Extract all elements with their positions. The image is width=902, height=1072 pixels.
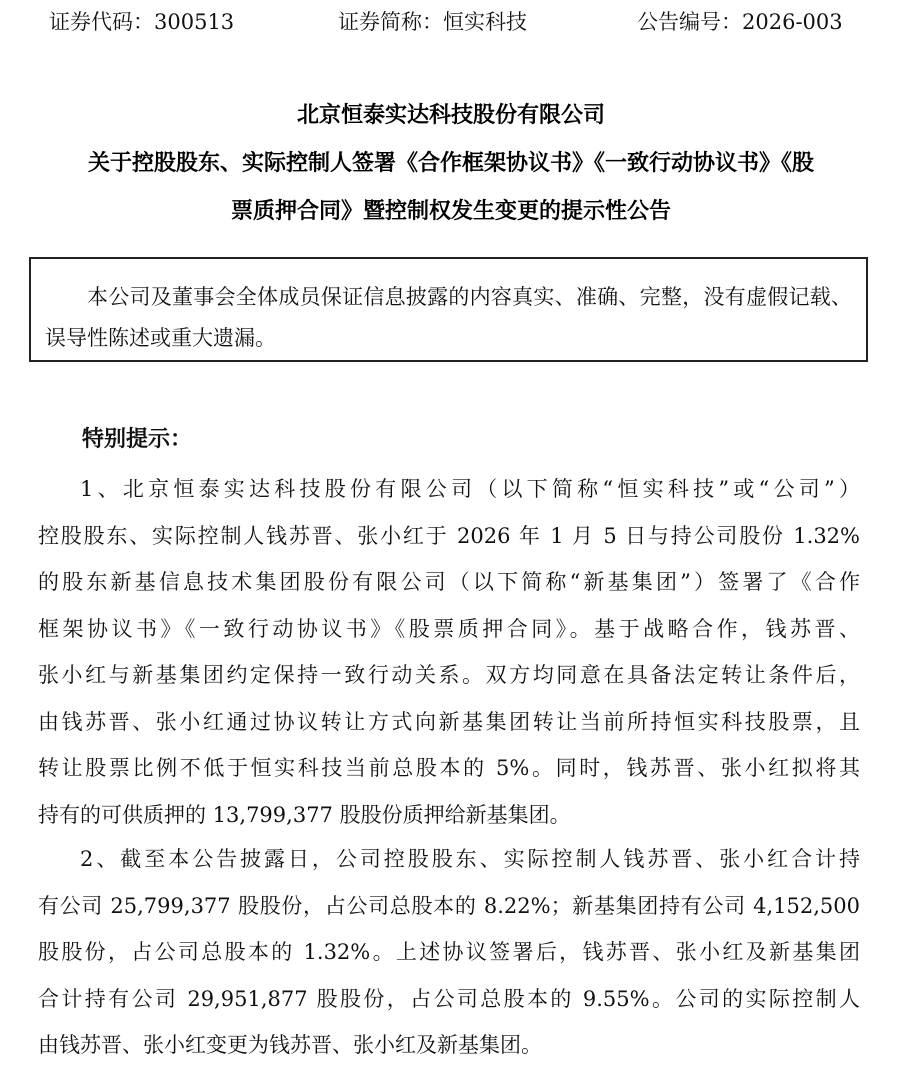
stock-abbreviation: 证券简称：恒实科技	[338, 10, 527, 34]
paragraph-line: 转让股票比例不低于恒实科技当前总股本的 5%。同时，钱苏晋、张小红拟将其	[38, 756, 860, 780]
announcement-number: 公告编号：2026-003	[637, 10, 843, 34]
paragraph-line: 股股份，占公司总股本的 1.32%。上述协议签署后，钱苏晋、张小红及新基集团	[38, 940, 860, 964]
paragraph-line: 由钱苏晋、张小红通过协议转让方式向新基集团转让当前所持恒实科技股票，且	[38, 709, 860, 734]
paragraph-line: 控股股东、实际控制人钱苏晋、张小红于 2026 年 1 月 5 日与持公司股份 1.32%	[38, 523, 860, 548]
title-line-1: 关于控股股东、实际控制人签署《合作框架协议书》《一致行动协议书》《股	[87, 151, 814, 176]
company-name: 北京恒泰实达科技股份有限公司	[296, 103, 605, 128]
paragraph-line: 由钱苏晋、张小红变更为钱苏晋、张小红及新基集团。	[38, 1033, 542, 1057]
paragraph-line: 1、北京恒泰实达科技股份有限公司（以下简称“恒实科技”或“公司”）	[80, 477, 860, 501]
paragraph-1	[38, 466, 860, 838]
paragraph-line: 张小红与新基集团约定保持一致行动关系。双方均同意在具备法定转让条件后，	[38, 663, 860, 687]
special-notice-heading: 特别提示：	[82, 427, 193, 452]
paragraph-line: 2、截至本公告披露日，公司控股股东、实际控制人钱苏晋、张小红合计持	[80, 847, 860, 871]
paragraph-line: 合计持有公司 29,951,877 股股份，占公司总股本的 9.55%。公司的实际控制人	[38, 986, 860, 1011]
disclosure-notice-box: 本公司及董事会全体成员保证信息披露的内容真实、准确、完整，没有虚假记载、误导性陈述或重大遗漏。	[29, 257, 868, 362]
paragraph-line: 框架协议书》《一致行动协议书》《股票质押合同》。基于战略合作，钱苏晋、	[38, 616, 860, 641]
paragraph-line: 的股东新基信息技术集团股份有限公司（以下简称“新基集团”）签署了《合作	[38, 570, 860, 594]
paragraph-line: 有公司 25,799,377 股股份，占公司总股本的 8.22%；新基集团持有公司 4,152,500	[38, 893, 860, 918]
paragraph-2	[38, 836, 860, 1069]
document-title	[20, 92, 882, 236]
title-line-2: 票质押合同》暨控制权发生变更的提示性公告	[230, 199, 671, 224]
document-header	[0, 6, 902, 38]
paragraph-line: 持有的可供质押的 13,799,377 股股份质押给新基集团。	[38, 802, 571, 827]
stock-code: 证券代码：300513	[49, 10, 235, 34]
